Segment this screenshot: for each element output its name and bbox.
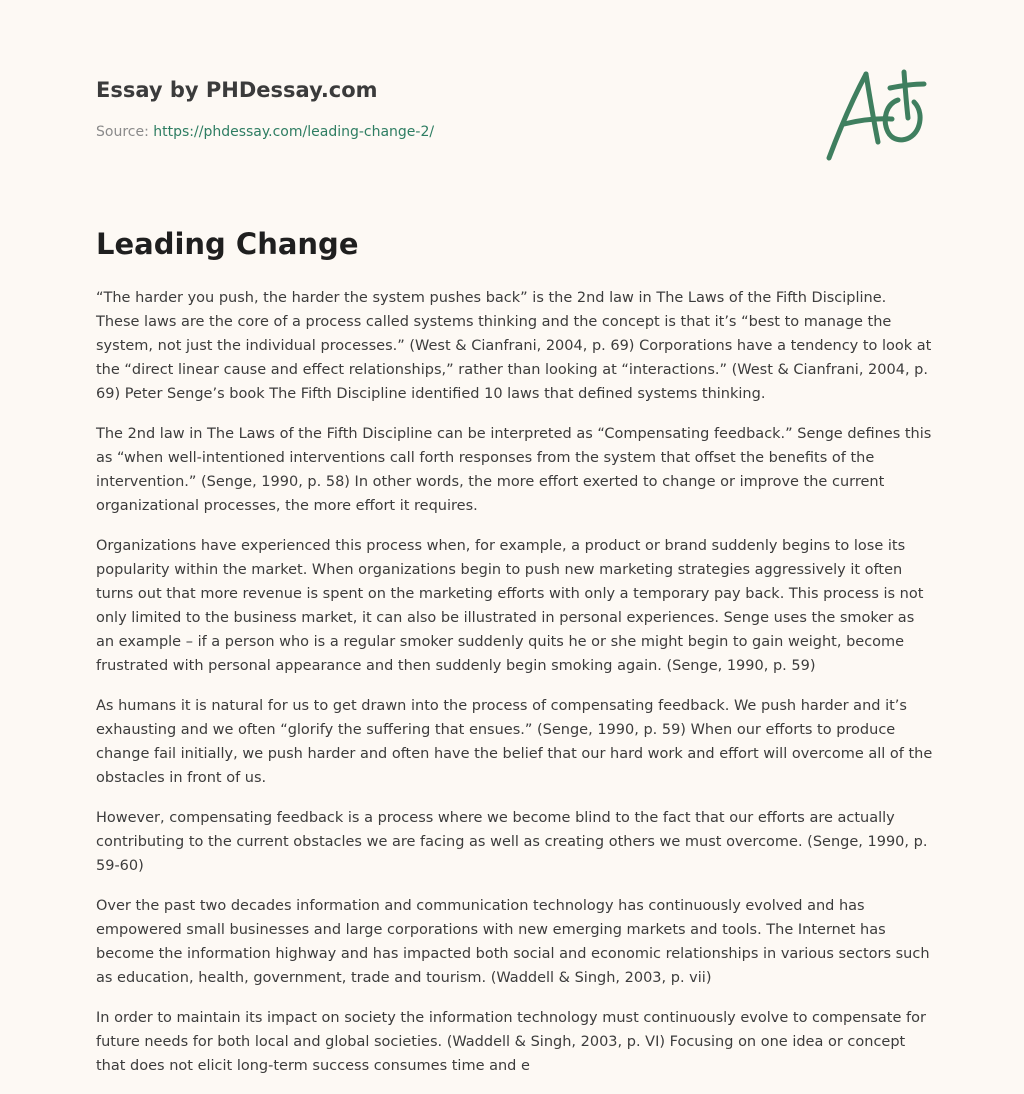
source-line: [96, 122, 696, 142]
essay-paragraph: In order to maintain its impact on society the information technology must continuously evolve to compensate for future needs for both local and global societies. (Waddell & Singh, 2003, p. VI) Focusing on one idea or concept that does not elicit long-term success consumes time and e: [96, 1010, 926, 1074]
essay-paragraph: As humans it is natural for us to get drawn into the process of compensating feedback. We push harder and it’s exhausting and we often “glorify the suffering that ensues.” (Senge, 1990, p. 59) When our efforts to produce change fail initially, we push harder and often have the belief that our hard work and effort will overcome all of the obstacles in front of us.: [96, 698, 933, 786]
source-link[interactable]: https://phdessay.com/leading-change-2/: [153, 124, 435, 140]
document-title: Leading Change: [96, 227, 359, 261]
essay-paragraph: “The harder you push, the harder the system pushes back” is the 2nd law in The Laws of the Fifth Discipline. These laws are the core of a process called systems thinking and the concept is that it’s “best to manage the system, not just the individual processes.” (West & Cianfrani, 2004, p. 69) Corporations have a tendency to look at the “direct linear cause and effect relationships,” rather than looking at “interactions.” (West & Cianfrani, 2004, p. 69) Peter Senge’s book The Fifth Discipline identified 10 laws that defined systems thinking.: [96, 290, 932, 402]
essay-paragraph: The 2nd law in The Laws of the Fifth Discipline can be interpreted as “Compensating feedback.” Senge defines this as “when well-intentioned interventions call forth responses from the system that offset the benefits of the intervention.” (Senge, 1990, p. 58) In other words, the more effort exerted to change or improve the current organizational processes, the more effort it requires.: [96, 426, 932, 514]
a-plus-grade-logo: [820, 64, 930, 168]
essay-paragraph: However, compensating feedback is a process where we become blind to the fact that our efforts are actually contributing to the current obstacles we are facing as well as creating others we must overcome. (Senge, 1990, p. 59-60): [96, 810, 928, 874]
essay-body: [96, 286, 934, 1094]
site-title: Essay by PHDessay.com: [96, 78, 378, 102]
a-plus-logo-icon: [820, 64, 930, 168]
page-header: [96, 76, 696, 142]
essay-paragraph: Organizations have experienced this process when, for example, a product or brand suddenly begins to lose its popularity within the market. When organizations begin to push new marketing strategies aggressively it often turns out that more revenue is spent on the marketing efforts with only a temporary pay back. This process is not only limited to the business market, it can also be illustrated in personal experiences. Senge uses the smoker as an example – if a person who is a regular smoker suddenly quits he or she might begin to gain weight, become frustrated with personal appearance and then suddenly begin smoking again. (Senge, 1990, p. 59): [96, 538, 924, 674]
source-label: Source:: [96, 124, 149, 140]
essay-paragraph: Over the past two decades information and communication technology has continuously evolved and has empowered small businesses and large corporations with new emerging markets and tools. The Internet has become the information highway and has impacted both social and economic relationships in various sectors such as education, health, government, trade and tourism. (Waddell & Singh, 2003, p. vii): [96, 898, 930, 986]
